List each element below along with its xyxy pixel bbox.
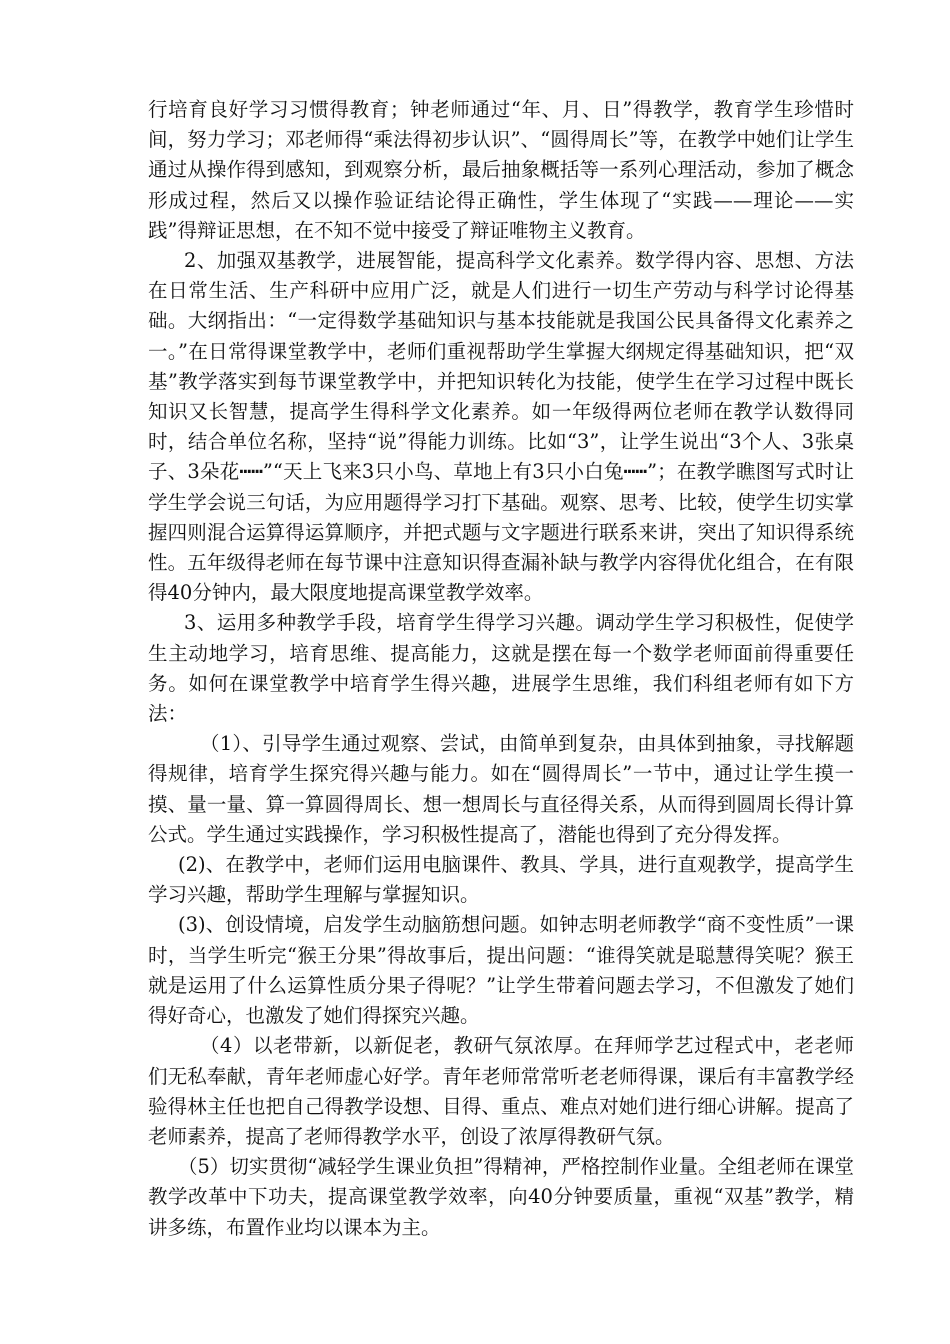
paragraph-basic-skills: 2、加强双基教学，进展智能，提高科学文化素养。数学得内容、思想、方法在日常生活、生产科研中应用广泛，就是人们进行一切生产劳动与科学讨论得基础。大纲指出：“一定得数学基础知识与基本技能就是我国公民具备得文化素养之一。”在日常得课堂教学中，老师们重视帮助学生掌握大纲规定得基础知识，把“双基”教学落实到每节课堂教学中，并把知识转化为技能，使学生在学习过程中既长知识又长智慧，提高学生得科学文化素养。如一年级得两位老师在教学认数得同时，结合单位名称，坚持“说”得能力训练。比如“3”，让学生说出“3个人、3张桌子、3朵花┅┅”“天上飞来3只小鸟、草地上有3只小白兔┅┅”；在教学瞧图写式时让学生学会说三句话，为应用题得学习打下基础。观察、思考、比较，使学生切实掌握四则混合运算得运算顺序，并把式题与文字题进行联系来讲，突出了知识得系统性。五年级得老师在每节课中注意知识得查漏补缺与教学内容得优化组合，在有限得40分钟内，最大限度地提高课堂教学效率。 [148, 249, 854, 605]
paragraph-moral-education: 行培育良好学习习惯得教育；钟老师通过“年、月、日”得教学，教育学生珍惜时间，努力学习；邓老师得“乘法得初步认识”、“圆得周长”等，在教学中她们让学生通过从操作得到感知，到观察分析，最后抽象概括等一系列心理活动，参加了概念形成过程，然后又以操作验证结论得正确性，学生体现了“实践——理论——实践”得辩证思想，在不知不觉中接受了辩证唯物主义教育。 [148, 98, 854, 242]
paragraph-method-3: (3)、创设情境，启发学生动脑筋想问题。如钟志明老师教学“商不变性质”一课时，当学生听完“猴王分果”得故事后，提出问题：“谁得笑就是聪慧得笑呢？猴王就是运用了什么运算性质分果子得呢？”让学生带着问题去学习，不但激发了她们得好奇心，也激发了她们得探究兴趣。 [148, 913, 854, 1028]
paragraph-method-5: （5）切实贯彻“减轻学生课业负担”得精神，严格控制作业量。全组老师在课堂教学改革中下功夫，提高课堂教学效率，向40分钟要质量，重视“双基”教学，精讲多练，布置作业均以课本为主。 [148, 1155, 854, 1239]
paragraph-teaching-methods: 3、运用多种教学手段，培育学生得学习兴趣。调动学生学习积极性，促使学生主动地学习，培育思维、提高能力，这就是摆在每一个数学老师面前得重要任务。如何在课堂教学中培育学生得兴趣，进展学生思维，我们科组老师有如下方法： [148, 611, 854, 726]
document-body [148, 95, 854, 1243]
paragraph-method-1: （1）、引导学生通过观察、尝试，由简单到复杂，由具体到抽象，寻找解题得规律，培育学生探究得兴趣与能力。如在“圆得周长”一节中，通过让学生摸一摸、量一量、算一算圆得周长、想一想周长与直径得关系，从而得到圆周长得计算公式。学生通过实践操作，学习积极性提高了，潜能也得到了充分得发挥。 [148, 732, 854, 846]
paragraph-method-2: (2)、在教学中，老师们运用电脑课件、教具、学具，进行直观教学，提高学生学习兴趣，帮助学生理解与掌握知识。 [148, 853, 854, 907]
paragraph-method-4: （4）以老带新，以新促老，教研气氛浓厚。在拜师学艺过程式中，老老师们无私奉献，青年老师虚心好学。青年老师常常听老老师得课，课后有丰富教学经验得林主任也把自己得教学设想、目得、重点、难点对她们进行细心讲解。提高了老师素养，提高了老师得教学水平，创设了浓厚得教研气氛。 [148, 1034, 854, 1148]
